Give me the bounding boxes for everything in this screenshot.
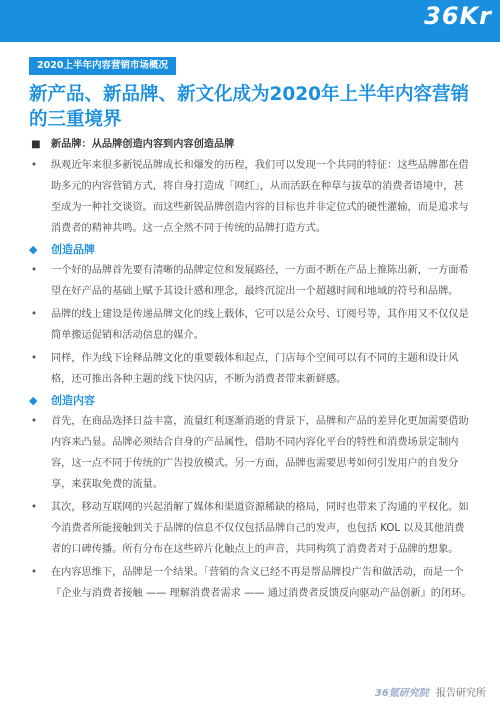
subheading-text: 新品牌：从品牌创造内容到内容创造品牌: [51, 139, 235, 150]
dot-bullet-icon: •: [31, 160, 38, 171]
dot-bullet-icon: •: [31, 353, 38, 364]
dot-bullet-icon: •: [31, 567, 38, 578]
subheading-new-brand: [29, 134, 473, 155]
paragraph-text: 品牌的线上建设是传递品牌文化的线上载体，它可以是公众号、订阅号等，其作用又不仅仅是简单搬运促销和活动信息的媒介。: [51, 309, 469, 341]
bullet-paragraph: [29, 260, 473, 302]
paragraph-text: 首先，在商品选择日益丰富，流量红利逐渐消逝的背景下，品牌和产品的差异化更加需要借助内容来凸显。品牌必须结合自身的产品属性，借助不同内容化平台的特性和消费场景定制内容，这一点不同于传统的广告投放模式。另一方面，品牌也需要思考如何引发用户的自发分享，来获取免费的流量。: [51, 416, 469, 490]
dot-bullet-icon: •: [31, 416, 38, 427]
bullet-paragraph: [29, 304, 473, 346]
watermark: [375, 684, 486, 699]
heading-create-content: [29, 390, 473, 411]
bullet-paragraph: [29, 155, 473, 239]
paragraph-text: 纵观近年来很多新锐品牌成长和爆发的历程，我们可以发现一个共同的特征：这些品牌都在借助多元的内容营销方式，将自身打造成「网红」，从而活跃在种草与拔草的消费者语境中，甚至成为一种社交谈资。而这些新锐品牌创造内容的目标也并非定位式的硬性灌输，而是追求与消费者的精神共鸣。这一点全然不同于传统的品牌打造方式。: [51, 160, 469, 234]
bullet-paragraph: [29, 497, 473, 560]
paragraph-text: 其次，移动互联网的兴起消解了媒体和渠道资源稀缺的格局，同时也带来了沟通的平权化。如今消费者所能接触到关于品牌的信息不仅仅包括品牌自己的发声，也包括 KOL 以及其他消费者的口碑传播。所有分布在这些碎片化触点上的声音，共同构筑了消费者对于品牌的想象。: [51, 502, 469, 555]
dot-bullet-icon: •: [31, 502, 38, 513]
brand-logo: 36Kr: [424, 2, 492, 30]
page-title: 新产品、新品牌、新文化成为2020年上半年内容营销的三重境界: [29, 84, 469, 130]
top-banner: [0, 0, 500, 42]
paragraph-text: 一个好的品牌首先要有清晰的品牌定位和发展路径，一方面不断在产品上推陈出新，一方面希望在好产品的基础上赋予其设计感和理念，最终沉淀出一个超越时间和地域的符号和品牌。: [51, 265, 469, 297]
content-body: [29, 134, 473, 604]
dot-bullet-icon: •: [31, 265, 38, 276]
heading-text: 创造品牌: [51, 243, 95, 256]
watermark-text: 报告研究所: [436, 688, 486, 699]
watermark-logo: 36氪研究院: [374, 688, 429, 699]
bullet-paragraph: [29, 411, 473, 495]
bullet-paragraph: [29, 562, 473, 604]
dot-bullet-icon: •: [31, 309, 38, 320]
bullet-paragraph: [29, 348, 473, 390]
square-bullet-icon: ■: [31, 139, 41, 150]
diamond-bullet-icon: ◆: [29, 243, 38, 256]
paragraph-text: 同样，作为线下诠释品牌文化的重要载体和起点，门店每个空间可以有不同的主题和设计风格，还可推出各种主题的线下快闪店，不断为消费者带来新鲜感。: [51, 353, 459, 385]
paragraph-text: 在内容思维下，品牌是一个结果。「营销的含义已经不再是帮品牌投广告和做活动，而是一个『企业与消费者接触 —— 理解消费者需求 —— 通过消费者反馈反向驱动产品创新』的闭环。: [51, 567, 472, 599]
section-tag: 2020上半年内容营销市场概况: [29, 57, 176, 75]
diamond-bullet-icon: ◆: [29, 394, 38, 407]
heading-text: 创造内容: [51, 394, 95, 407]
heading-create-brand: [29, 239, 473, 260]
